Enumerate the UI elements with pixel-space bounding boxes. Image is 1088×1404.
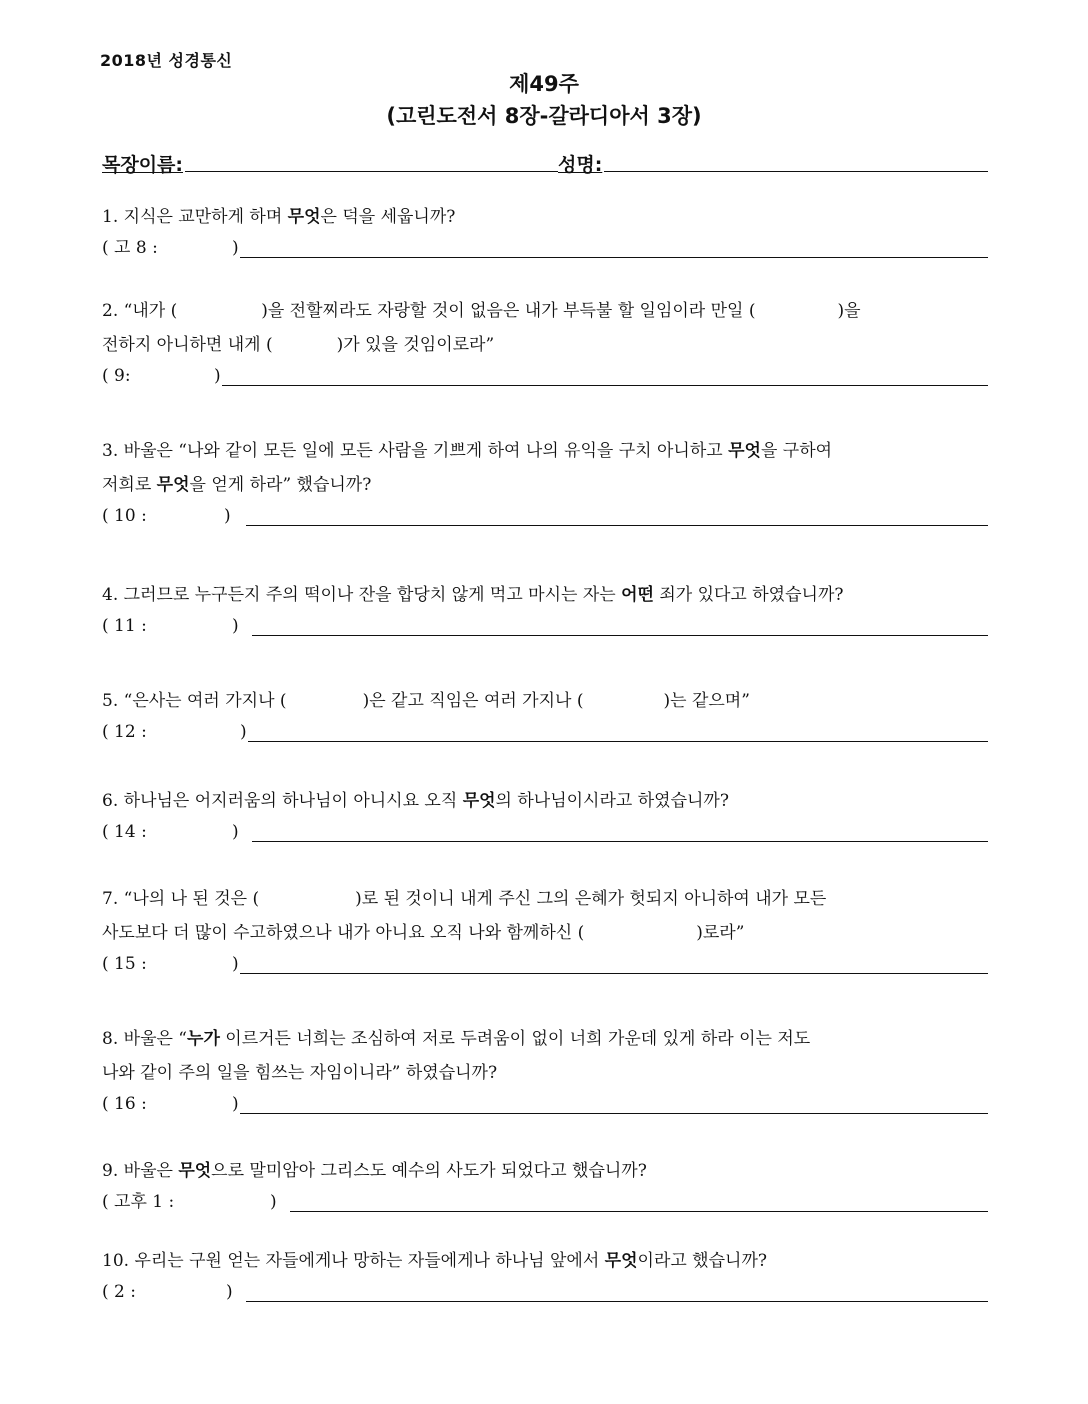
verse-ref: ( 14 : (102, 822, 147, 842)
verse-ref: ( 고후 1 : (102, 1192, 175, 1212)
answer-line (240, 973, 988, 974)
question-7: 7. “나의 나 된 것은 ( )로 된 것이니 내게 주신 그의 은혜가 헛되지 아니하여 내가 모든 사도보다 더 많이 수고하였으나 내가 아니요 오직 나와 함께하신 ( )로라” ( 15 : ) (102, 882, 988, 978)
question-2: 2. “내가 ( )을 전할찌라도 자랑할 것이 없음은 내가 부득불 할 일임이라 만일 ( )을 전하지 아니하면 내게 ( )가 있을 것임이로라” ( 9: ) (102, 294, 988, 390)
question-5: 5. “은사는 여러 가지나 ( )은 같고 직임은 여러 가지나 ( )는 같으며” ( 12 : ) (102, 684, 988, 746)
answer-field[interactable]: ( 16 : ) (102, 1090, 988, 1118)
answer-line (240, 1113, 988, 1114)
answer-line (246, 525, 988, 526)
verse-ref: ( 15 : (102, 954, 147, 974)
week-title: 제49주 (509, 72, 579, 96)
answer-field[interactable]: ( 15 : ) (102, 950, 988, 978)
question-10: 10. 우리는 구원 얻는 자들에게나 망하는 자들에게나 하나님 앞에서 무엇이라고 했습니까? ( 2 : ) (102, 1244, 988, 1306)
answer-line (252, 635, 988, 636)
answer-field[interactable]: ( 11 : ) (102, 612, 988, 640)
answer-line (252, 841, 988, 842)
bulletin-year-label: 2018년 성경통신 (100, 51, 233, 70)
verse-ref: ( 고 8 : (102, 238, 158, 258)
answer-line (290, 1211, 988, 1212)
question-9: 9. 바울은 무엇으로 말미암아 그리스도 예수의 사도가 되었다고 했습니까? ( 고후 1 : ) (102, 1154, 988, 1216)
answer-field[interactable]: ( 고후 1 : ) (102, 1188, 988, 1216)
answer-line (222, 385, 988, 386)
question-3: 3. 바울은 “나와 같이 모든 일에 모든 사람을 기쁘게 하여 나의 유익을 구치 아니하고 무엇을 구하여 저희로 무엇을 얻게 하라” 했습니까? ( 10 : ) (102, 434, 988, 530)
answer-line (246, 1301, 988, 1302)
answer-field[interactable]: ( 고 8 : ) (102, 234, 988, 262)
question-4: 4. 그러므로 누구든지 주의 떡이나 잔을 합당치 않게 먹고 마시는 자는 어떤 죄가 있다고 하였습니까? ( 11 : ) (102, 578, 988, 640)
answer-line (248, 741, 988, 742)
question-8: 8. 바울은 “누가 이르거든 너희는 조심하여 저로 두려움이 없이 너희 가운데 있게 하라 이는 저도 나와 같이 주의 일을 힘쓰는 자임이니라” 하였습니까? ( 16 : ) (102, 1022, 988, 1118)
verse-ref: ( 16 : (102, 1094, 147, 1114)
question-6: 6. 하나님은 어지러움의 하나님이 아니시요 오직 무엇의 하나님이시라고 하였습니까? ( 14 : ) (102, 784, 988, 846)
answer-field[interactable]: ( 2 : ) (102, 1278, 988, 1306)
question-1: 1. 지식은 교만하게 하며 무엇은 덕을 세웁니까? ( 고 8 : ) (102, 200, 988, 262)
chapter-range-title: (고린도전서 8장-갈라디아서 3장) (386, 104, 702, 128)
verse-ref: ( 2 : (102, 1282, 136, 1302)
name-row-underline (102, 171, 988, 172)
answer-line (240, 257, 988, 258)
answer-field[interactable]: ( 14 : ) (102, 818, 988, 846)
name-row (102, 150, 988, 174)
group-name-label: 목장이름: (102, 150, 185, 177)
answer-field[interactable]: ( 9: ) (102, 362, 988, 390)
verse-ref: ( 12 : (102, 722, 147, 742)
person-name-label: 성명: (558, 150, 604, 177)
verse-ref: ( 11 : (102, 616, 147, 636)
answer-field[interactable]: ( 12 : ) (102, 718, 988, 746)
answer-field[interactable]: ( 10 : ) (102, 502, 988, 530)
verse-ref: ( 9: (102, 366, 131, 386)
verse-ref: ( 10 : (102, 506, 147, 526)
